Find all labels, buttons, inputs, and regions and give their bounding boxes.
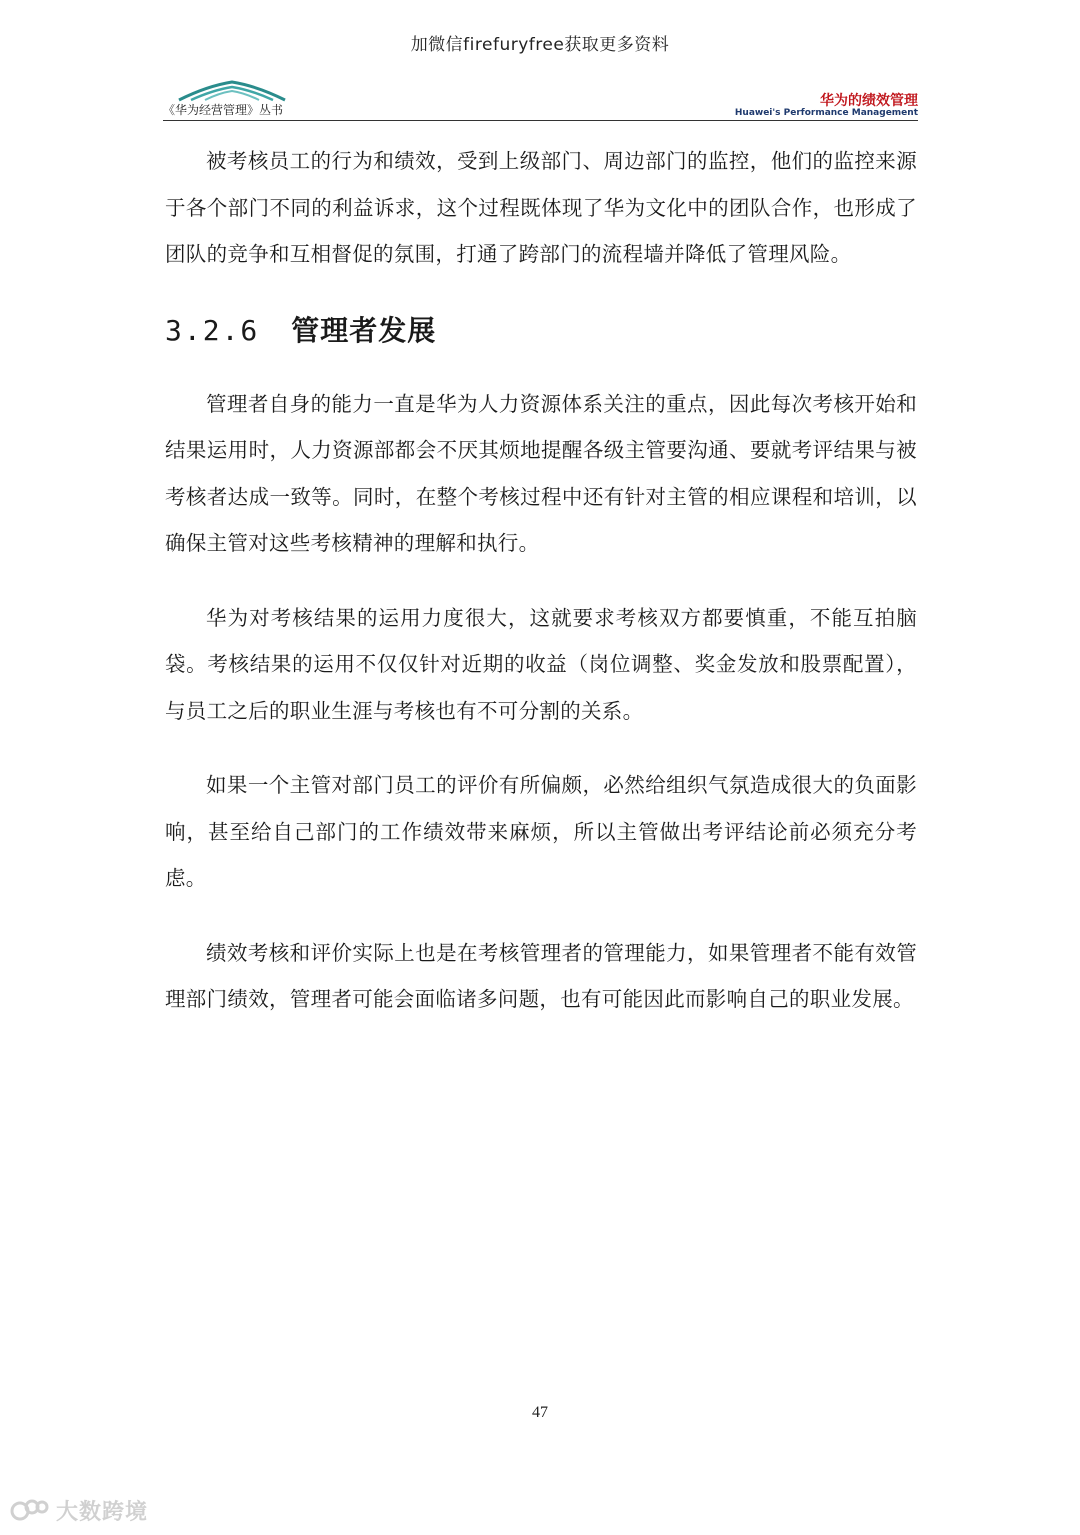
book-subtitle: Huawei's Performance Management bbox=[734, 108, 918, 118]
section-title: 管理者发展 bbox=[291, 313, 437, 347]
book-title: 华为的绩效管理 bbox=[820, 93, 918, 109]
page-number: 47 bbox=[532, 1404, 548, 1421]
series-logo-icon bbox=[177, 78, 287, 102]
section-heading bbox=[165, 313, 917, 349]
intro-paragraph: 被考核员工的行为和绩效，受到上级部门、周边部门的监控，他们的监控来源于各个部门不同的利益诉求，这个过程既体现了华为文化中的团队合作，也形成了团队的竞争和互相督促的氛围，打通了跨部门的流程墙并降低了管理风险。 bbox=[165, 149, 917, 266]
header-divider bbox=[163, 120, 918, 121]
body-paragraph: 绩效考核和评价实际上也是在考核管理者的管理能力，如果管理者不能有效管理部门绩效，管理者可能会面临诸多问题，也有可能因此而影响自己的职业发展。 bbox=[165, 940, 917, 1011]
body-paragraph: 如果一个主管对部门员工的评价有所偏颇，必然给组织气氛造成很大的负面影响，甚至给自己部门的工作绩效带来麻烦，所以主管做出考评结论前必须充分考虑。 bbox=[165, 773, 917, 890]
section-number: 3.2.6 bbox=[165, 313, 260, 347]
page-body bbox=[165, 138, 917, 1023]
watermark-logo-icon bbox=[10, 1497, 50, 1525]
page-header bbox=[163, 76, 918, 122]
body-paragraph: 管理者自身的能力一直是华为人力资源体系关注的重点，因此每次考核开始和结果运用时，人力资源部都会不厌其烦地提醒各级主管要沟通、要就考评结果与被考核者达成一致等。同时，在整个考核过程中还有针对主管的相应课程和培训，以确保主管对这些考核精神的理解和执行。 bbox=[165, 391, 917, 555]
series-label: 《华为经营管理》丛书 bbox=[163, 103, 284, 117]
watermark bbox=[10, 1495, 148, 1526]
watermark-text: 大数跨境 bbox=[56, 1500, 149, 1525]
body-paragraph: 华为对考核结果的运用力度很大，这就要求考核双方都要慎重，不能互拍脑袋。考核结果的运用不仅仅针对近期的收益（岗位调整、奖金发放和股票配置），与员工之后的职业生涯与考核也有不可分割的关系。 bbox=[165, 605, 917, 723]
top-note: 加微信firefuryfree获取更多资料 bbox=[410, 35, 670, 55]
